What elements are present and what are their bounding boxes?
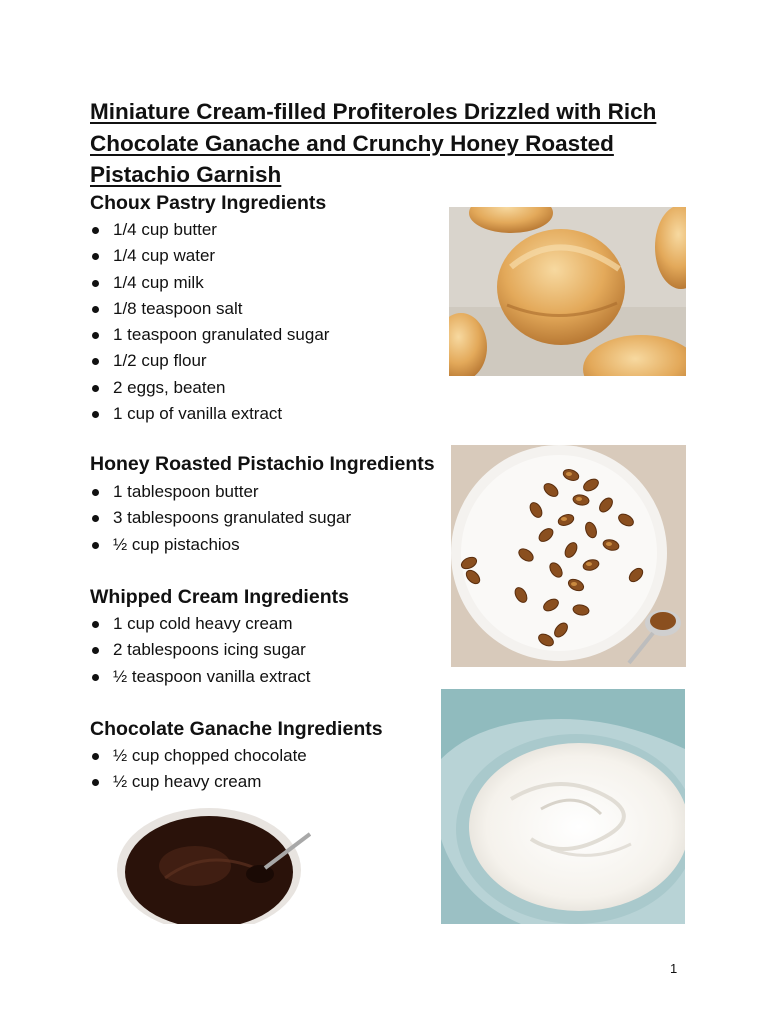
ingredient-item: 1/2 cup flour: [90, 348, 329, 374]
ingredient-item: 1 cup cold heavy cream: [90, 611, 311, 637]
ingredient-list-ganache: [90, 743, 307, 796]
section-heading-pistachio: Honey Roasted Pistachio Ingredients: [90, 453, 435, 475]
choux-pastry-photo: [449, 207, 686, 376]
ingredient-item: ½ cup chopped chocolate: [90, 743, 307, 769]
ingredient-item: ½ cup pistachios: [90, 532, 351, 558]
ingredient-list-pistachio: [90, 479, 351, 558]
ingredient-item: 2 eggs, beaten: [90, 375, 329, 401]
section-heading-ganache: Chocolate Ganache Ingredients: [90, 718, 383, 740]
ingredient-item: 1/4 cup milk: [90, 270, 329, 296]
ingredient-list-whipped-cream: [90, 611, 311, 690]
ingredient-item: 3 tablespoons granulated sugar: [90, 505, 351, 531]
ganache-photo: [105, 808, 311, 924]
ingredient-item: 1/4 cup butter: [90, 217, 329, 243]
section-heading-choux: Choux Pastry Ingredients: [90, 192, 327, 214]
ingredient-item: 1/4 cup water: [90, 243, 329, 269]
pistachio-photo: [451, 445, 686, 667]
whipped-cream-photo: [441, 689, 685, 924]
ingredient-item: ½ teaspoon vanilla extract: [90, 664, 311, 690]
recipe-title: Miniature Cream-filled Profiteroles Drizzled with Rich Chocolate Ganache and Crunchy Honey Roasted Pistachio Garnish: [90, 99, 657, 187]
ingredient-item: 1 cup of vanilla extract: [90, 401, 329, 427]
ingredient-item: 1 tablespoon butter: [90, 479, 351, 505]
ingredient-item: 1/8 teaspoon salt: [90, 296, 329, 322]
section-heading-whipped-cream: Whipped Cream Ingredients: [90, 586, 349, 608]
ingredient-item: 2 tablespoons icing sugar: [90, 637, 311, 663]
ingredient-item: ½ cup heavy cream: [90, 769, 307, 795]
ingredient-list-choux: [90, 217, 329, 427]
page-number: 1: [670, 961, 678, 976]
ingredient-item: 1 teaspoon granulated sugar: [90, 322, 329, 348]
